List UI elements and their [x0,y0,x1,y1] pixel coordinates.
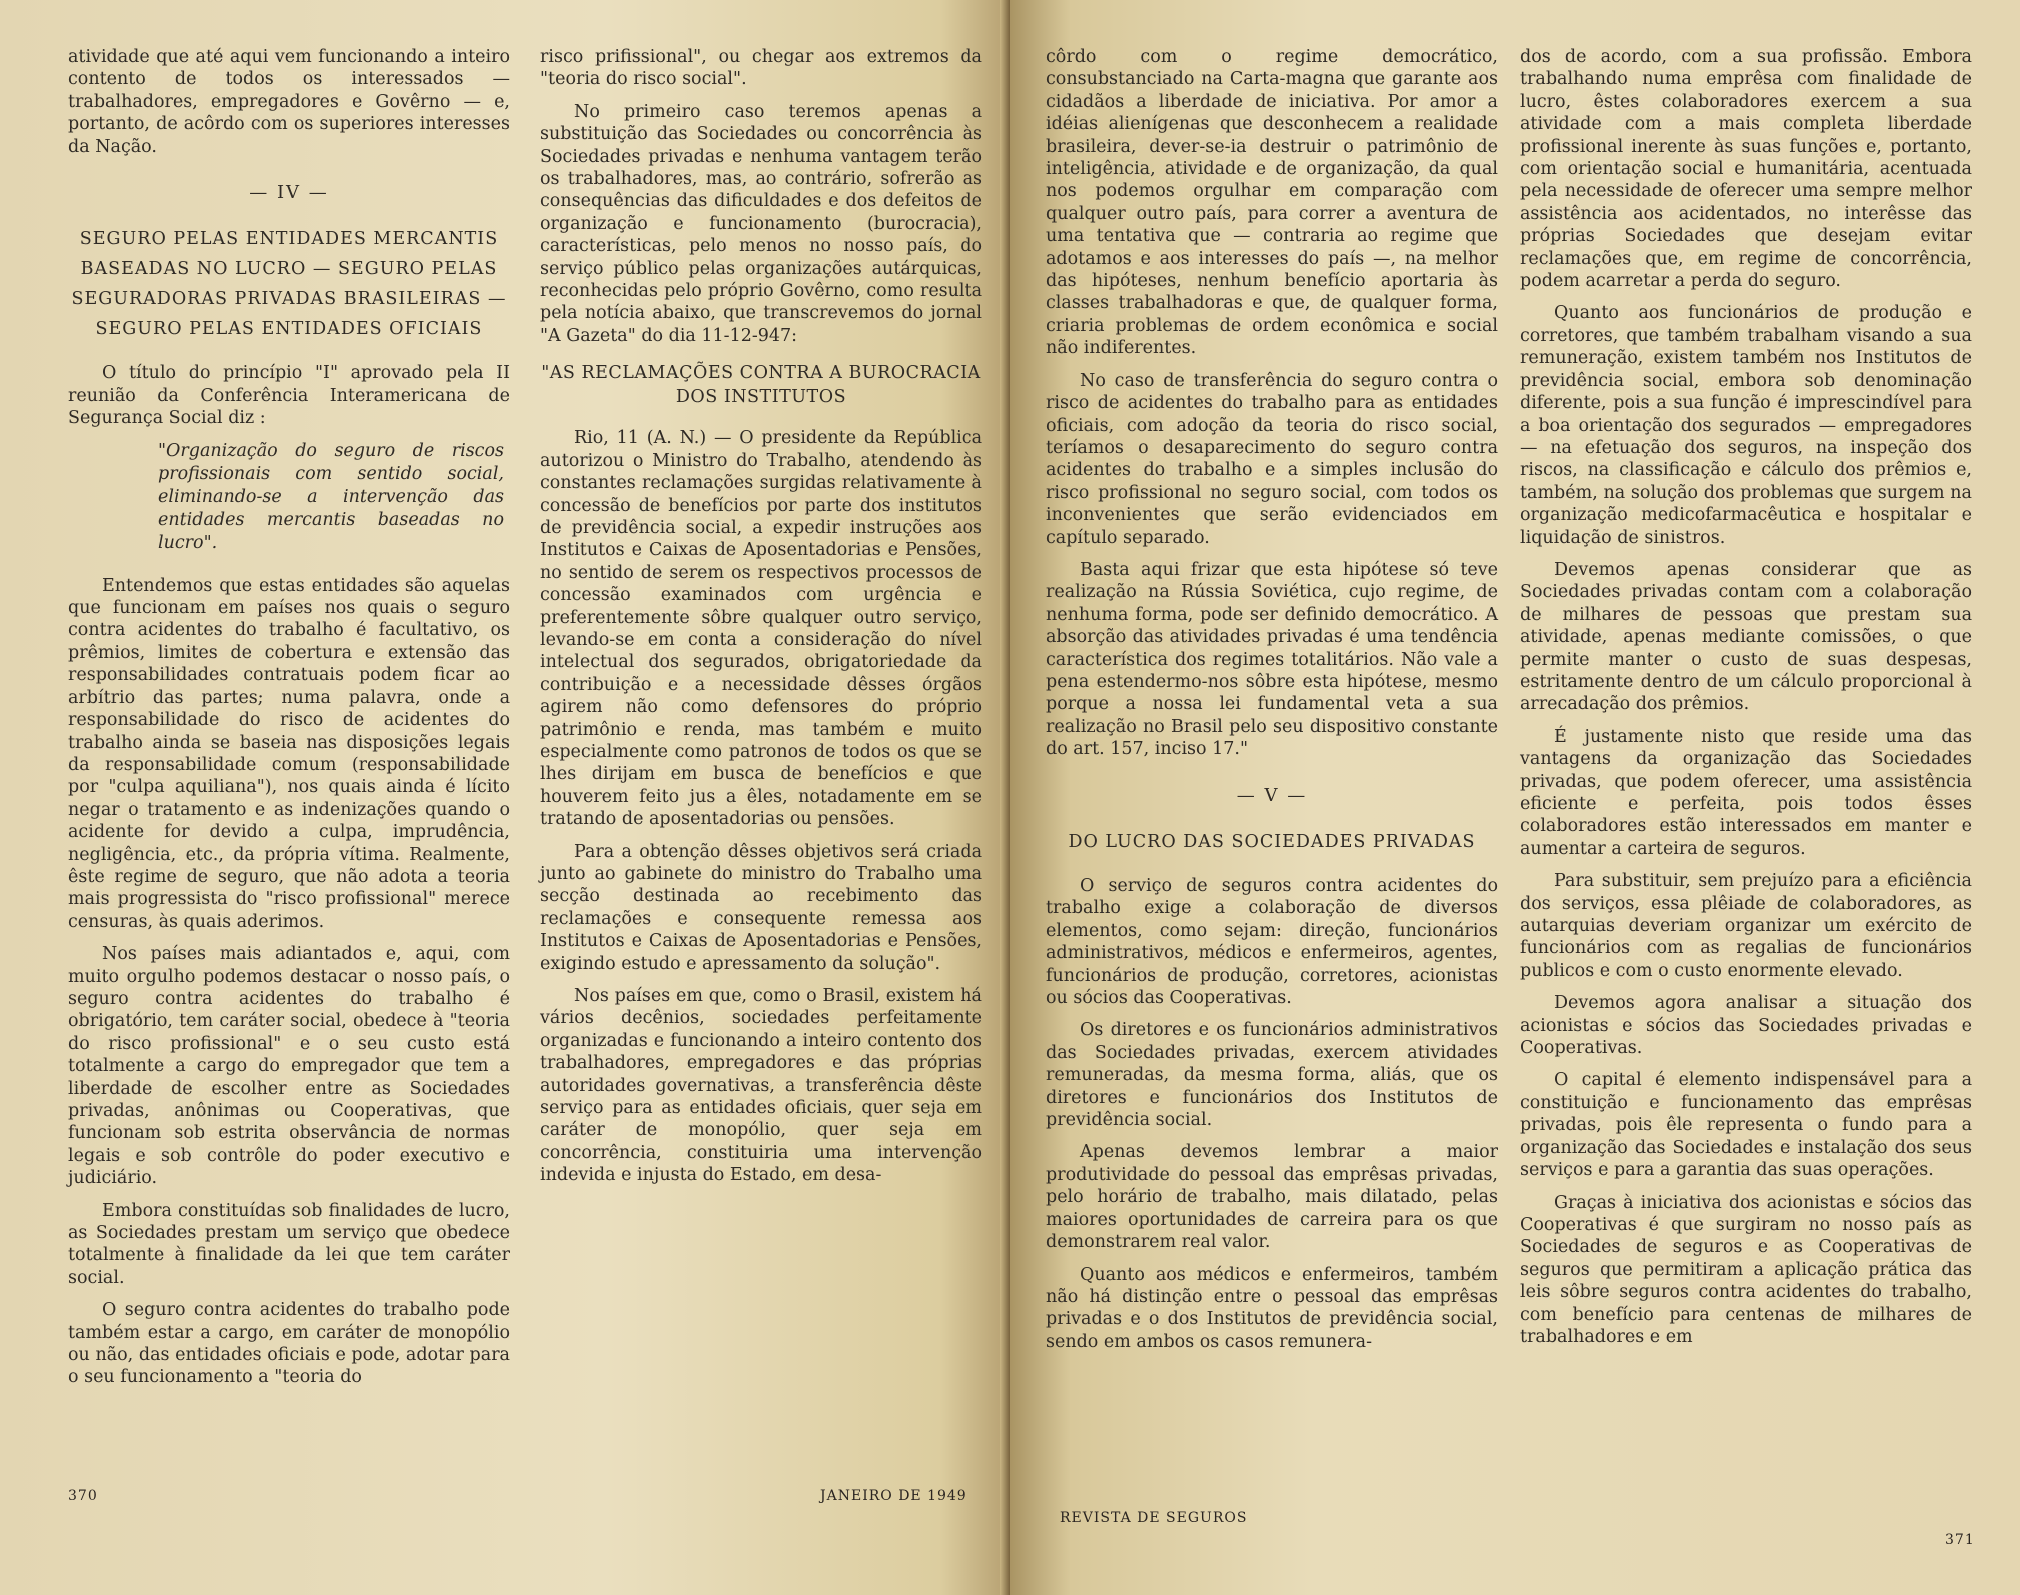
paragraph: O capital é elemento indispensável para a constituição e funcionamento das emprêsas privadas, pois êle representa o fundo para a organização das Sociedades e instalação dos seus serviços e para a garantia das suas operações. [1520,1070,1972,1181]
paragraph: Basta aqui frizar que esta hipótese só teve realização na Rússia Soviética, cujo regime, de nenhuma forma, pode ser definido democrático. A absorção das atividades privadas é uma tendência característica dos regimes totalitários. Não vale a pena estendermo-nos sôbre esta hipótese, mesmo porque a nossa lei fundamental veta a sua realização no Brasil pelo seu dispositivo constante do art. 157, inciso 17." [1046,559,1498,760]
left-column-2 [540,46,982,1197]
page-number: 371 [1945,1532,1975,1548]
paragraph: Devemos agora analisar a situação dos acionistas e sócios das Sociedades privadas e Cooperativas. [1520,993,1972,1059]
paragraph: O seguro contra acidentes do trabalho pode também estar a cargo, em caráter de monopólio ou não, das entidades oficiais e pode, adotar para o seu funcionamento a "teoria do [68,1300,510,1388]
paragraph: Nos países mais adiantados e, aqui, com muito orgulho podemos destacar o nosso país, o seguro contra acidentes do trabalho é obrigatório, tem caráter social, obedece à "teoria do risco profissional" e o seu custo está totalmente a cargo do empregador que tem a liberdade de escolher entre as Sociedades privadas, anônimas ou Cooperativas, que funcionam sob estrita observância de normas legais e sob contrôle do poder executivo e judiciário. [68,944,510,1189]
paragraph: O serviço de seguros contra acidentes do trabalho exige a colaboração de diversos elementos, como sejam: direção, funcionários administrativos, médicos e enfermeiros, agentes, funcionários de produção, corretores, acionistas ou sócios das Cooperativas. [1046,876,1498,1009]
right-column-1 [1046,46,1498,1363]
section-heading: SEGURO PELAS ENTIDADES MERCANTIS BASEADAS NO LUCRO — SEGURO PELAS SEGURADORAS PRIVADAS BRASILEIRAS — SEGURO PELAS ENTIDADES OFICIAIS [71,229,507,340]
section-number: — IV — [249,182,329,204]
paragraph: côrdo com o regime democrático, consubstanciado na Carta-magna que garante aos cidadãos a liberdade de iniciativa. Por amor a idéias alienígenas que desconhecem a realidade brasileira, dever-se-ia destruir o patrimônio de inteligência, atividade e de organização, da qual nos podemos orgulhar em comparação com qualquer outro país, para correr a aventura de uma tentativa que — contraria ao regime que adotamos e aos interesses do país —, na melhor das hipóteses, nenhum benefício aportaria às classes trabalhadoras e que, de qualquer forma, criaria problemas de ordem econômica e social não indiferentes. [1046,47,1498,359]
right-page [1010,0,2020,1595]
article-heading: "AS RECLAMAÇÕES CONTRA A BUROCRACIA DOS INSTITUTOS [541,363,981,408]
section-number: — V — [1236,784,1308,806]
paragraph: Para a obtenção dêsses objetivos será criada junto ao gabinete do ministro do Trabalho uma secção destinada ao recebimento das reclamações e consequente remessa aos Institutos e Caixas de Aposentadorias e Pensões, exigindo estudo e apressamento da solução". [540,841,982,974]
paragraph: É justamente nisto que reside uma das vantagens da organização das Sociedades privadas, que podem oferecer, uma assistência eficiente e perfeita, pois todos êsses colaboradores estão interessados em manter e aumentar a carteira de seguros. [1520,726,1972,859]
paragraph: Quanto aos funcionários de produção e corretores, que também trabalham visando a sua remuneração, existem também nos Institutos de previdência social, embora sob denominação diferente, pois a sua função é imprescindível para a boa orientação dos segurados — empregadores — na efetuação dos seguros, na inspeção dos riscos, na classificação e cálculo dos prêmios e, também, na solução dos problemas que surgem na organização medicofarmacêutica e hospitalar e liquidação de sinistros. [1520,303,1972,548]
paragraph: Graças à iniciativa dos acionistas e sócios das Cooperativas é que surgiram no nosso país as Sociedades de seguros e as Cooperativas de seguros que permitiram a aplicação prática das leis sôbre seguros contra acidentes do trabalho, com benefício para centenas de milhares de trabalhadores e em [1520,1192,1972,1347]
paragraph: dos de acordo, com a sua profissão. Embora trabalhando numa emprêsa com finalidade de lucro, êstes colaboradores exercem a sua atividade com a mais completa liberdade profissional inerente às suas funções e, portanto, com orientação social e humanitária, acentuada pela necessidade de oferecer uma sempre melhor assistência aos acidentados, no interêsse das próprias Sociedades que desejam evitar reclamações que, em regime de concorrência, podem acarretar a perda do seguro. [1520,47,1972,292]
running-footer: REVISTA DE SEGUROS [1060,1510,1248,1526]
paragraph: Para substituir, sem prejuízo para a eficiência dos serviços, essa plêiade de colaboradores, as autarquias deveriam organizar um exército de funcionários com as regalias de funcionários publicos e com o custo enormente elevado. [1520,871,1972,981]
paragraph: Os diretores e os funcionários administrativos das Sociedades privadas, exercem atividades remuneradas, da mesma forma, aliás, que os diretores e funcionários dos Institutos de previdência social. [1046,1020,1498,1131]
paragraph: Entendemos que estas entidades são aquelas que funcionam em países nos quais o seguro contra acidentes do trabalho é facultativo, os prêmios, limites de cobertura e extensão das responsabilidades contratuais podem ficar ao arbítrio das partes; numa palavra, onde a responsabilidade do risco de acidentes do trabalho ainda se baseia nas disposições legais da responsabilidade comum (responsabilidade por "culpa aquiliana"), nos quais ainda é lícito negar o tratamento e as indenizações quando o acidente for devido a culpa, imprudência, negligência, etc., da própria vítima. Realmente, êste regime de seguro, que não adota a teoria mais progressista do "risco profissional" merece censuras, às quais aderimos. [68,575,510,932]
page-number: 370 [68,1488,98,1504]
paragraph: atividade que até aqui vem funcionando a inteiro contento de todos os interessados — trabalhadores, empregadores e Govêrno — e, portanto, de acôrdo com os superiores interesses da Nação. [68,47,510,157]
paragraph: Quanto aos médicos e enfermeiros, também não há distinção entre o pessoal das emprêsas privadas e o dos Institutos de previdência social, sendo em ambos os casos remunera- [1046,1264,1498,1352]
block-quote: "Organização do seguro de riscos profissionais com sentido social, eliminando-se a intervenção das entidades mercantis baseadas no lucro". [158,440,504,553]
paragraph: Rio, 11 (A. N.) — O presidente da República autorizou o Ministro do Trabalho, atendendo às constantes reclamações surgidas relativamente à concessão de benefícios por parte dos institutos de previdência social, a expedir instruções aos Institutos e Caixas de Aposentadorias e Pensões, no sentido de serem os respectivos processos de concessão examinados com urgência e preferentemente sôbre qualquer outro serviço, levando-se em conta a consideração do nível intelectual dos segurados, obrigatoriedade da contribuição e a necessidade dêsses órgãos agirem não como defensores do próprio patrimônio e renda, mas também e muito especialmente como patronos de todos os que se lhes dirijam em busca de benefícios e que houverem feito jus a êles, notadamente em se tratando de aposentadorias ou pensões. [540,428,982,830]
paragraph: Nos países em que, como o Brasil, existem há vários decênios, sociedades perfeitamente organizadas e funcionando a inteiro contento dos trabalhadores, empregadores e das próprias autoridades governativas, a transferência dêste serviço para as entidades oficiais, quer seja em caráter de monopólio, quer seja em concorrência, constituiria uma intervenção indevida e injusta do Estado, em desa- [540,986,982,1186]
paragraph: No caso de transferência do seguro contra o risco de acidentes do trabalho para as entidades oficiais, com adoção da teoria do risco social, teríamos o desaparecimento do seguro contra acidentes do trabalho e a simples inclusão do risco profissional no seguro social, com todos os inconvenientes que serão evidenciados em capítulo separado. [1046,370,1498,548]
section-heading: DO LUCRO DAS SOCIEDADES PRIVADAS [1068,832,1476,852]
running-footer: JANEIRO DE 1949 [820,1488,967,1504]
left-column-1 [68,46,510,1399]
paragraph: Embora constituídas sob finalidades de lucro, as Sociedades prestam um serviço que obedece totalmente à finalidade da lei que tem caráter social. [68,1200,510,1288]
paragraph: Apenas devemos lembrar a maior produtividade do pessoal das emprêsas privadas, pelo horário de trabalho, mais dilatado, pelas maiores oportunidades de carreira para os que demonstrarem real valor. [1046,1142,1498,1253]
paragraph: O título do princípio "I" aprovado pela II reunião da Conferência Interamericana de Segurança Social diz : [68,363,510,429]
paragraph: risco prifissional", ou chegar aos extremos da "teoria do risco social". [540,47,982,90]
paragraph: Devemos apenas considerar que as Sociedades privadas contam com a colaboração de milhares de pessoas que prestam sua atividade, apenas mediante comissões, o que permite manter o custo de suas despesas, estritamente dentro de um cálculo proporcional à arrecadação dos prêmios. [1520,559,1972,715]
paragraph: No primeiro caso teremos apenas a substituição das Sociedades ou concorrência às Sociedades privadas e nenhuma vantagem terão os trabalhadores, mas, ao contrário, sofrerão as consequências das dificuldades e dos defeitos de organização e funcionamento (burocracia), características, pelo menos no nosso país, do serviço público pelas organizações autárquicas, reconhecidas pelo próprio Govêrno, como resulta pela notícia abaixo, que transcrevemos do jornal "A Gazeta" do dia 11-12-947: [540,101,982,346]
right-column-2 [1520,46,1972,1358]
